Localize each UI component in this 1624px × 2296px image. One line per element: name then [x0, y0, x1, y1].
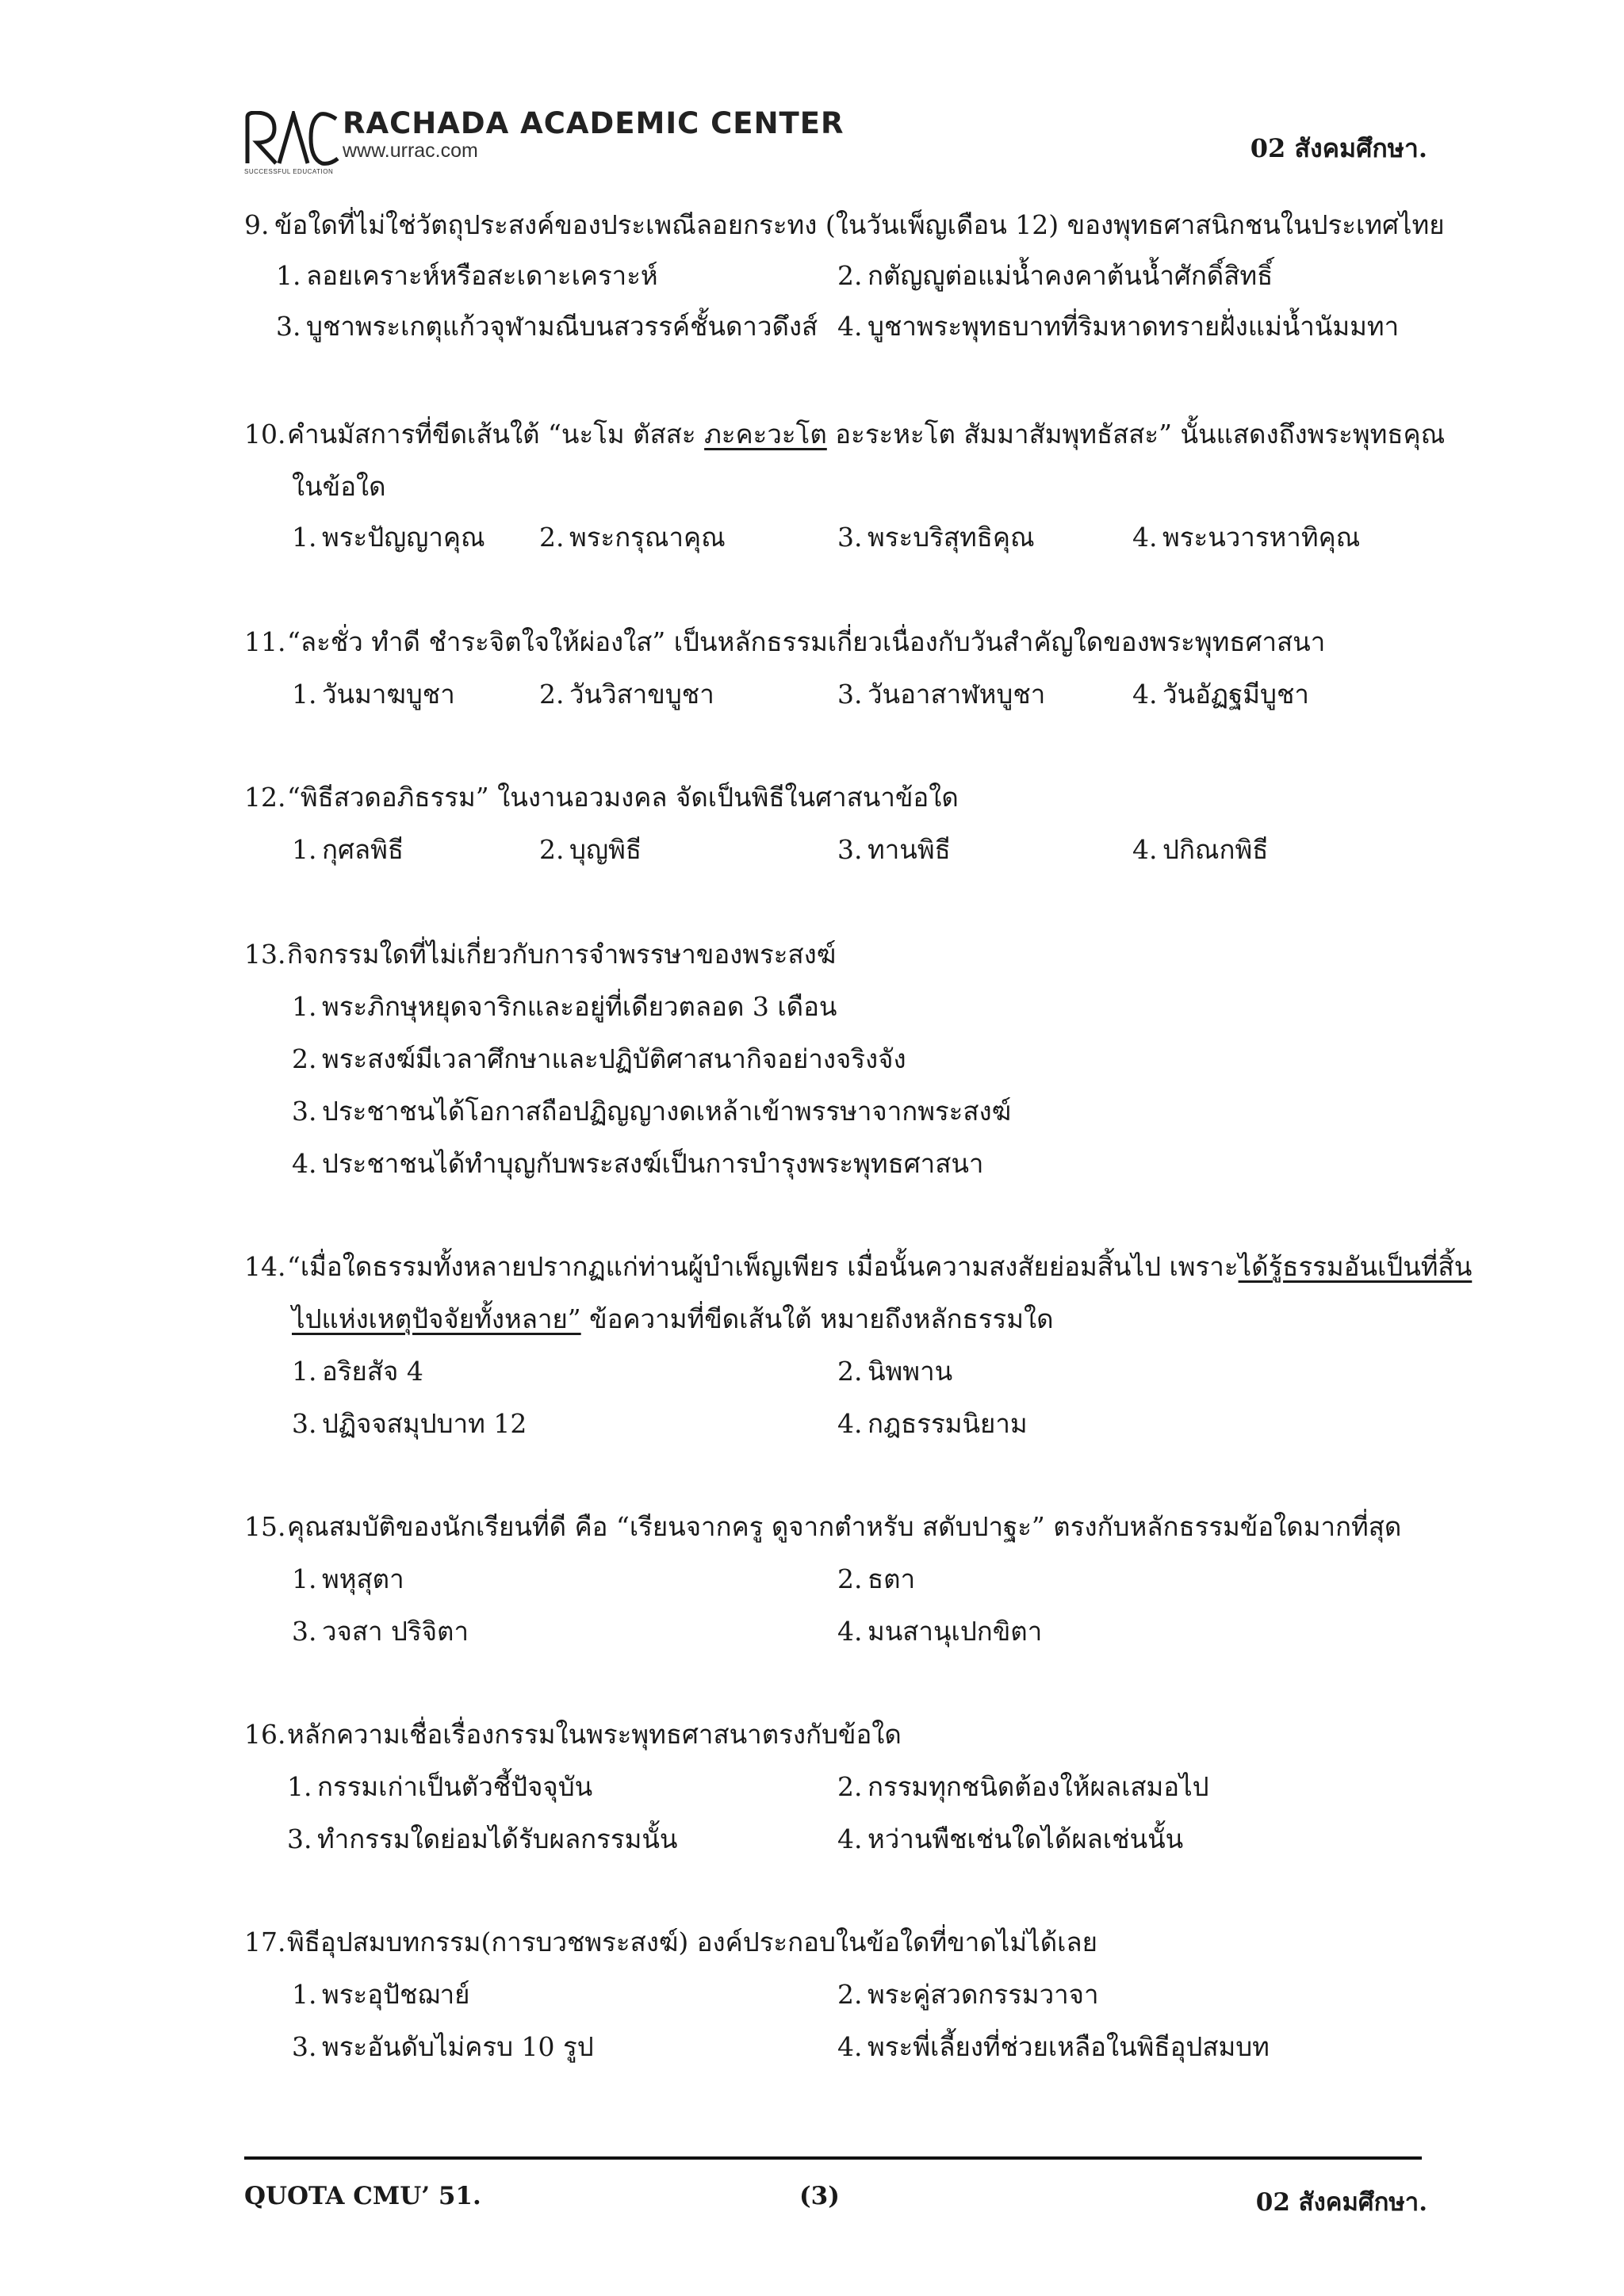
footer-subject: 02 สังคมศึกษา.	[1255, 2188, 1427, 2217]
option-number: 1.	[276, 260, 301, 291]
logo-tagline: SUCCESSFUL EDUCATION	[244, 168, 334, 175]
option-number: 2.	[837, 1356, 863, 1387]
option-number: 3.	[292, 1408, 317, 1439]
option-number: 1.	[292, 834, 317, 865]
option-text: วจสา ปริจิตา	[322, 1616, 469, 1647]
option-text: มนสานุเปกขิตา	[868, 1616, 1043, 1647]
option-number: 4.	[1132, 522, 1158, 553]
question-text: พิธีอุปสมบทกรรม(การบวชพระสงฆ์) องค์ประกอบในข้อใดที่ขาดไม่ได้เลย	[287, 1927, 1097, 1957]
option-number: 2.	[539, 522, 565, 553]
option-text: กฎธรรมนิยาม	[868, 1408, 1028, 1439]
question-text: คำนมัสการที่ขีดเส้นใต้ “นะโม ตัสสะ ภะคะวะโต อะระหะโต สัมมาสัมพุทธัสสะ” นั้นแสดงถึงพระพุทธคุณ	[287, 419, 1446, 450]
footer-exam-label: QUOTA CMU’ 51.	[244, 2182, 481, 2210]
header-subject: 02 สังคมศึกษา.	[1250, 133, 1427, 163]
option-text: พหุสุตา	[322, 1563, 404, 1594]
option-number: 1.	[287, 1771, 312, 1802]
option-text: ประชาชนได้โอกาสถือปฏิญญางดเหล้าเข้าพรรษาจากพระสงฆ์	[322, 1096, 1012, 1127]
rac-logo-mark	[244, 111, 341, 166]
option-text: พระนวารหาทิคุณ	[1162, 522, 1361, 553]
underlined-text: ภะคะวะโต	[704, 419, 827, 450]
question-text-line2: ในข้อใด	[292, 471, 386, 502]
option-text: ลอยเคราะห์หรือสะเดาะเคราะห์	[306, 260, 658, 291]
question-number: 14.	[244, 1251, 286, 1282]
option-number: 1.	[292, 991, 317, 1022]
option-number: 2.	[292, 1043, 317, 1074]
underlined-text: ไปแห่งเหตุปัจจัยทั้งหลาย”	[292, 1303, 581, 1334]
option-number: 3.	[292, 1096, 317, 1127]
option-text: อริยสัจ 4	[322, 1356, 423, 1387]
option-number: 4.	[837, 1616, 863, 1647]
question-number: 15.	[244, 1511, 286, 1542]
option-text: พระภิกษุหยุดจาริกและอยู่ที่เดียวตลอด 3 เดือน	[322, 991, 837, 1022]
option-number: 3.	[837, 679, 863, 710]
option-text: นิพพาน	[868, 1356, 953, 1387]
option-text: พระกรุณาคุณ	[569, 522, 726, 553]
question-number: 17.	[244, 1927, 286, 1957]
option-number: 3.	[276, 311, 301, 342]
option-number: 4.	[292, 1148, 317, 1179]
option-number: 1.	[292, 1356, 317, 1387]
option-number: 2.	[837, 260, 863, 291]
option-number: 1.	[292, 679, 317, 710]
option-number: 2.	[539, 834, 565, 865]
option-text: หว่านพืชเช่นใดได้ผลเช่นนั้น	[868, 1823, 1184, 1854]
option-number: 3.	[292, 1616, 317, 1647]
option-number: 4.	[837, 311, 863, 342]
option-number: 4.	[837, 1823, 863, 1854]
option-number: 4.	[837, 2031, 863, 2062]
question-number: 12.	[244, 782, 286, 813]
option-text: ปกิณกพิธี	[1162, 834, 1269, 865]
option-text: พระพี่เลี้ยงที่ช่วยเหลือในพิธีอุปสมบท	[868, 2031, 1270, 2062]
option-number: 2.	[837, 1771, 863, 1802]
option-number: 2.	[837, 1563, 863, 1594]
option-number: 2.	[539, 679, 565, 710]
option-text: บูชาพระเกตุแก้วจุฬามณีบนสวรรค์ชั้นดาวดึงส์	[306, 311, 818, 342]
option-text: กตัญญูต่อแม่น้ำคงคาต้นน้ำศักดิ์สิทธิ์	[868, 260, 1274, 291]
option-text: ทานพิธี	[868, 834, 951, 865]
option-text: ธตา	[868, 1563, 916, 1594]
option-text: พระสงฆ์มีเวลาศึกษาและปฏิบัติศาสนากิจอย่างจริงจัง	[322, 1043, 906, 1074]
logo-title: RACHADA ACADEMIC CENTER	[343, 106, 845, 140]
option-text: บุญพิธี	[569, 834, 642, 865]
option-text: ทำกรรมใดย่อมได้รับผลกรรมนั้น	[317, 1823, 678, 1854]
option-number: 1.	[292, 1563, 317, 1594]
option-text: วันมาฆบูชา	[322, 679, 455, 710]
option-text: พระอันดับไม่ครบ 10 รูป	[322, 2031, 594, 2062]
option-text: วันอาสาฬหบูชา	[868, 679, 1046, 710]
option-number: 4.	[837, 1408, 863, 1439]
option-text: กรรมเก่าเป็นตัวชี้ปัจจุบัน	[317, 1771, 593, 1802]
option-text: วันอัฏฐมีบูชา	[1162, 679, 1309, 710]
option-text: พระอุปัชฌาย์	[322, 1979, 470, 2010]
option-text: ประชาชนได้ทำบุญกับพระสงฆ์เป็นการบำรุงพระพุทธศาสนา	[322, 1148, 984, 1179]
question-text: กิจกรรมใดที่ไม่เกี่ยวกับการจำพรรษาของพระสงฆ์	[287, 939, 837, 970]
question-text: “พิธีสวดอภิธรรม” ในงานอวมงคล จัดเป็นพิธีในศาสนาข้อใด	[287, 782, 959, 813]
question-number: 10.	[244, 419, 286, 450]
option-number: 4.	[1132, 679, 1158, 710]
option-text: พระปัญญาคุณ	[322, 522, 485, 553]
option-text: พระคู่สวดกรรมวาจา	[868, 1979, 1099, 2010]
underlined-text: ได้รู้ธรรมอันเป็นที่สิ้น	[1238, 1251, 1473, 1282]
option-text: กุศลพิธี	[322, 834, 404, 865]
footer-page-number: (3)	[799, 2182, 840, 2210]
question-number: 11.	[244, 626, 286, 657]
question-text: ข้อใดที่ไม่ใช่วัตถุประสงค์ของประเพณีลอยกระทง (ในวันเพ็ญเดือน 12) ของพุทธศาสนิกชนในประเทศไทย	[274, 209, 1445, 240]
option-number: 2.	[837, 1979, 863, 2010]
option-text: วันวิสาขบูชา	[569, 679, 714, 710]
option-number: 4.	[1132, 834, 1158, 865]
option-text: กรรมทุกชนิดต้องให้ผลเสมอไป	[868, 1771, 1209, 1802]
question-text: หลักความเชื่อเรื่องกรรมในพระพุทธศาสนาตรงกับข้อใด	[287, 1719, 902, 1750]
question-number: 13.	[244, 939, 286, 970]
option-text: บูชาพระพุทธบาทที่ริมหาดทรายฝั่งแม่น้ำนัมมทา	[868, 311, 1400, 342]
option-number: 3.	[837, 834, 863, 865]
option-number: 1.	[292, 1979, 317, 2010]
option-text: พระบริสุทธิคุณ	[868, 522, 1035, 553]
question-text: “ละชั่ว ทำดี ชำระจิตใจให้ผ่องใส” เป็นหลักธรรมเกี่ยวเนื่องกับวันสำคัญใดของพระพุทธศาสนา	[287, 626, 1326, 657]
footer-divider	[244, 2156, 1422, 2160]
option-text: ปฏิจจสมุปบาท 12	[322, 1408, 527, 1439]
option-number: 1.	[292, 522, 317, 553]
question-text-line2: ไปแห่งเหตุปัจจัยทั้งหลาย” ข้อความที่ขีดเส้นใต้ หมายถึงหลักธรรมใด	[292, 1303, 1054, 1334]
option-number: 3.	[292, 2031, 317, 2062]
question-number: 9.	[244, 209, 270, 240]
question-text: คุณสมบัติของนักเรียนที่ดี คือ “เรียนจากครู ดูจากตำหรับ สดับปาฐะ” ตรงกับหลักธรรมข้อใดมากที่สุด	[287, 1511, 1402, 1542]
option-number: 3.	[287, 1823, 312, 1854]
question-text: “เมื่อใดธรรมทั้งหลายปรากฏแก่ท่านผู้บำเพ็ญเพียร เมื่อนั้นความสงสัยย่อมสิ้นไป เพราะได้รู้ธรรมอันเป็นที่สิ้น	[287, 1251, 1473, 1282]
question-number: 16.	[244, 1719, 286, 1750]
logo-url: www.urrac.com	[343, 140, 478, 162]
option-number: 3.	[837, 522, 863, 553]
